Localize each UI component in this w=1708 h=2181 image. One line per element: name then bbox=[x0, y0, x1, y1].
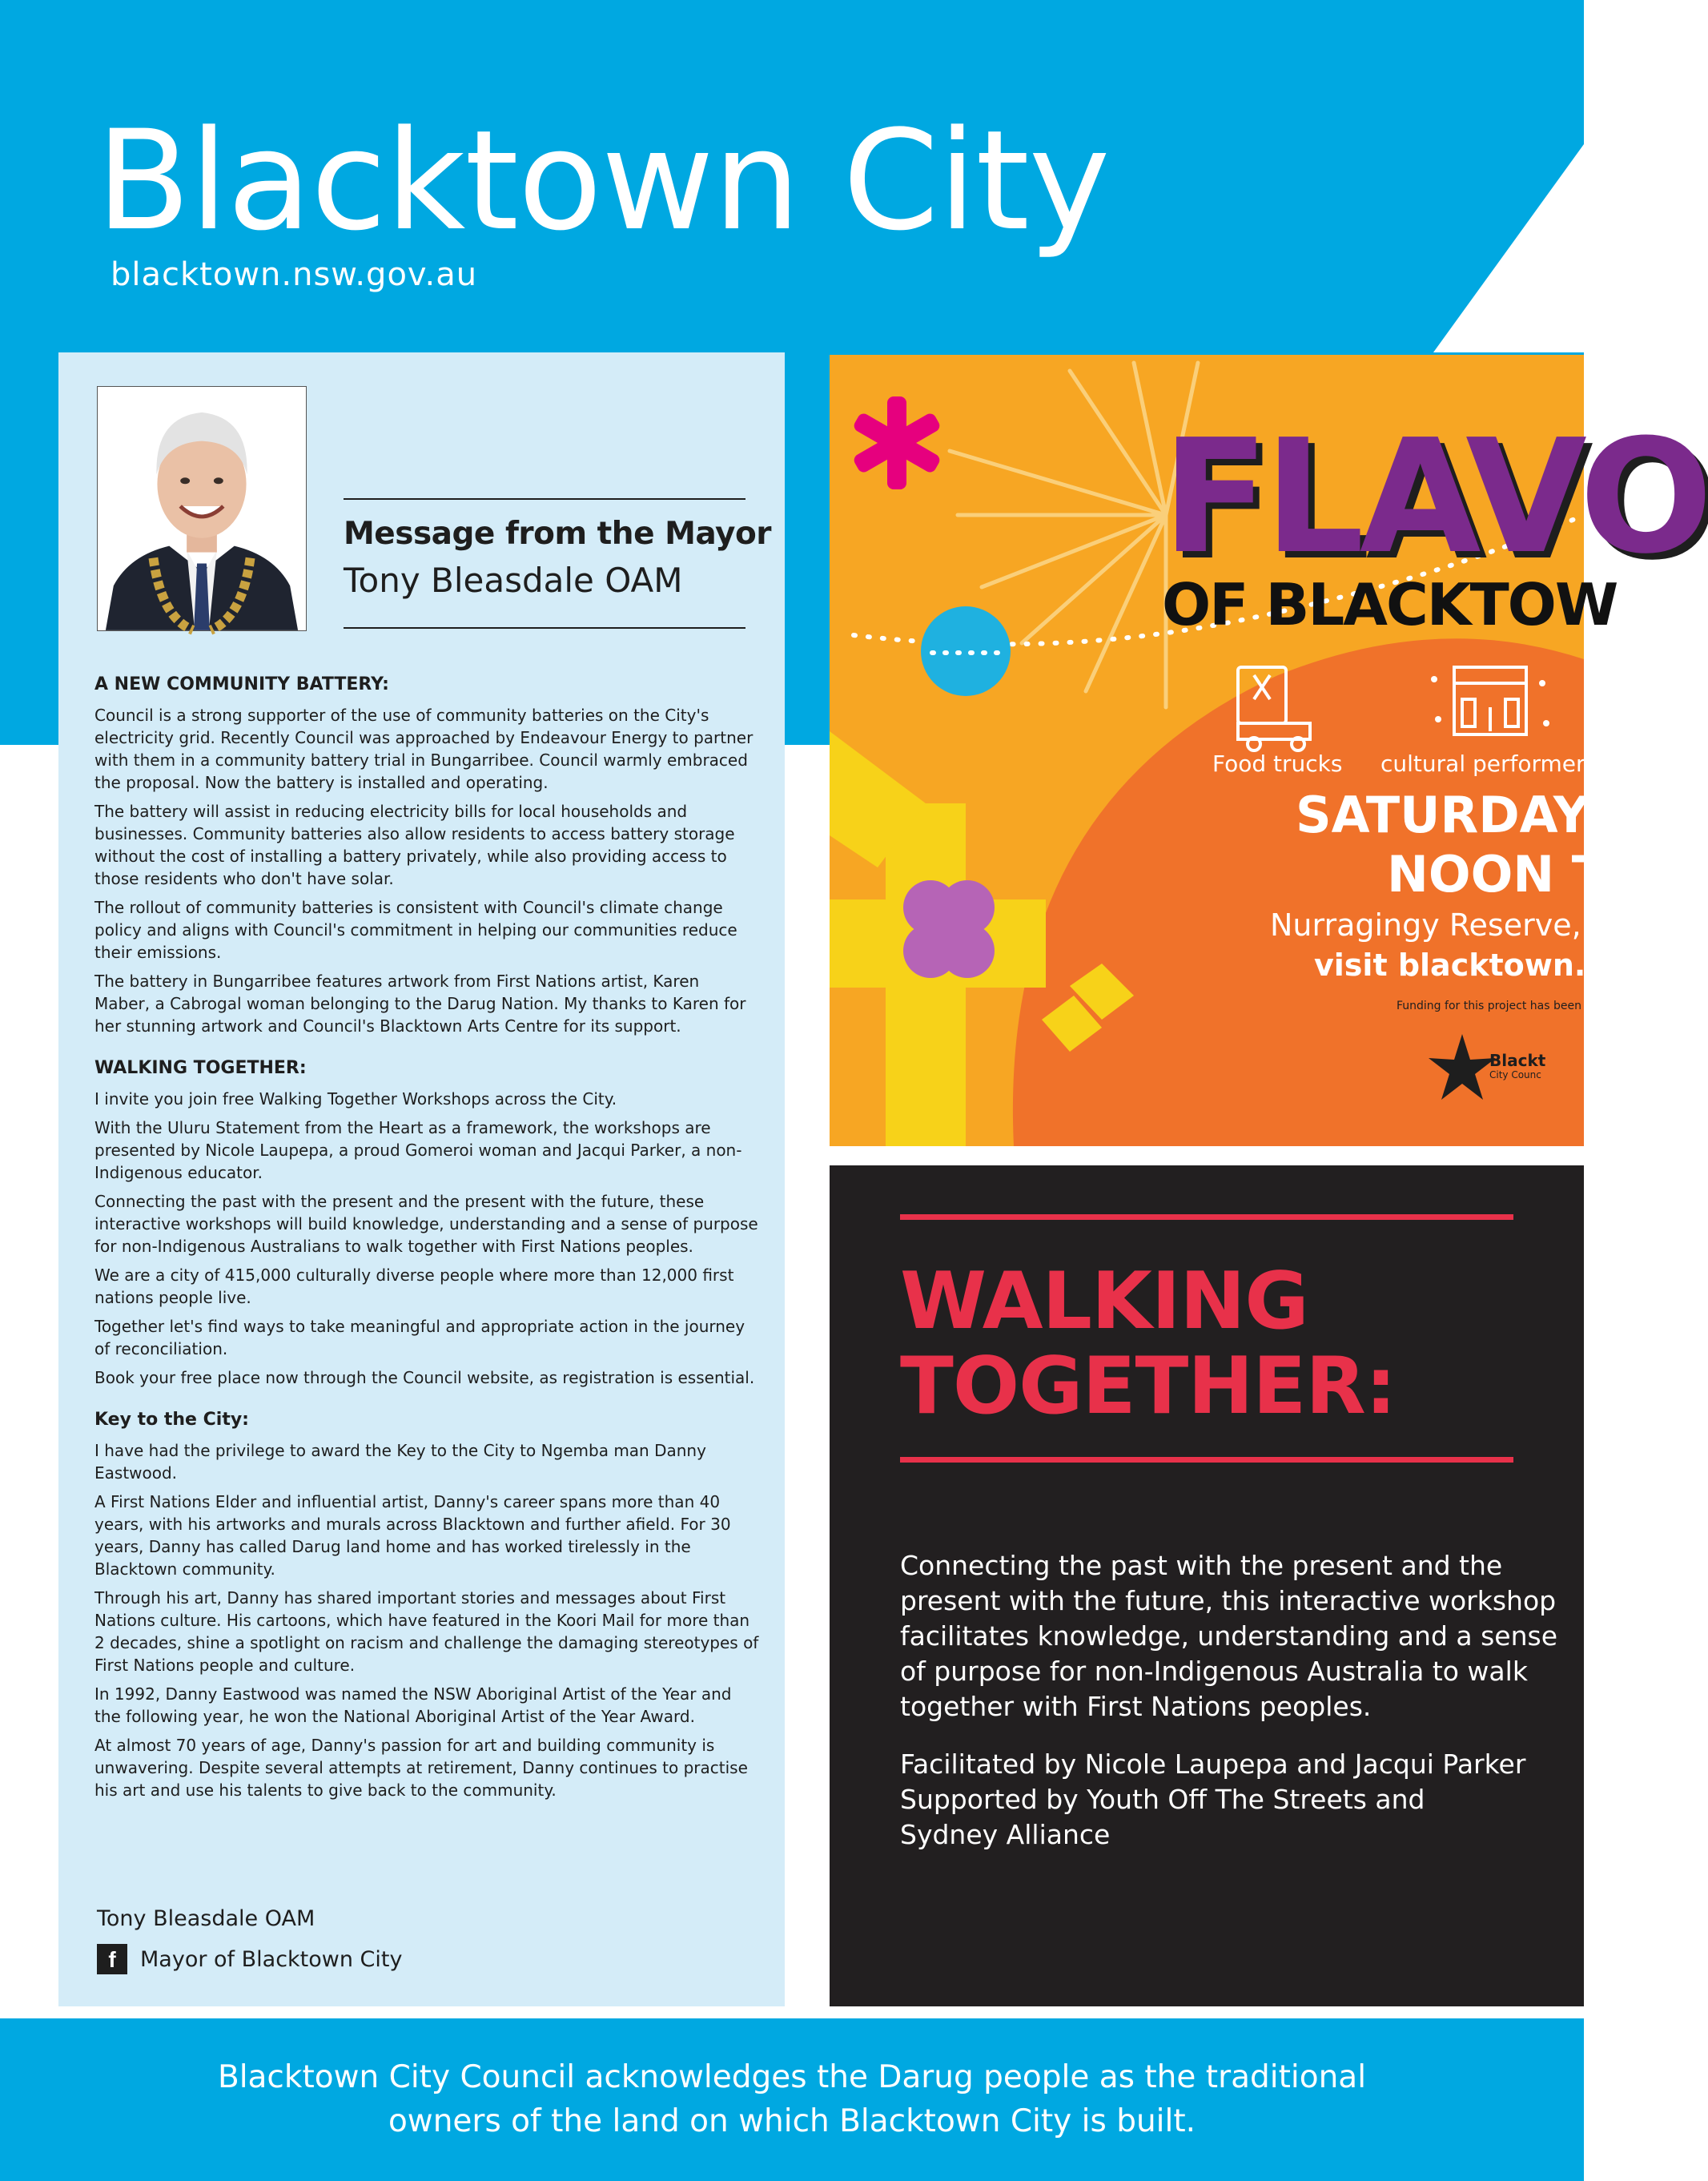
text-line: of purpose for non-Indigenous Australia to walk bbox=[900, 1656, 1528, 1687]
paragraph: Through his art, Danny has shared important stories and messages about First Nations culture. His cartoons, which have featured in the Koori Mail for more than 2 decades, shine a spotlight on racism and challenge the damaging stereotypes of First Nations people and culture. bbox=[94, 1588, 759, 1675]
acknowledgement-text bbox=[0, 2055, 1584, 2143]
page-title: Blacktown City bbox=[96, 100, 1110, 261]
text-line: Facilitated by Nicole Laupepa and Jacqui Parker bbox=[900, 1748, 1526, 1780]
paragraph: Book your free place now through the Council website, as registration is essential. bbox=[94, 1368, 755, 1387]
walking-top-rule bbox=[900, 1214, 1513, 1220]
mayor-message-heading: Message from the Mayor bbox=[344, 516, 771, 552]
walking-together-body bbox=[900, 1548, 1565, 1875]
section-community-battery bbox=[94, 674, 759, 1037]
poster-website: visit blacktown.ns bbox=[1314, 948, 1626, 983]
mayor-message-body bbox=[94, 674, 759, 1822]
council-logo-name: Blackt bbox=[1489, 1051, 1546, 1070]
paragraph: Connecting the past with the present and the present with the future, these interactive workshops will build knowledge, understanding and a sense of purpose for non-Indigenous Australians to walk together with First Nations peoples. bbox=[94, 1192, 758, 1256]
paragraph: The rollout of community batteries is consistent with Council's climate change policy and aligns with Council's commitment in helping our communities reduce their emissions. bbox=[94, 898, 737, 962]
section-title: Key to the City: bbox=[94, 1410, 249, 1430]
paragraph: Council is a strong supporter of the use of community batteries on the City's electricity grid. Recently Council was approached by Endeavour Energy to partner with them in a community battery trial in Bungarribee. Council warmly embraced the proposal. Now the battery is installed and operating. bbox=[94, 706, 754, 792]
paragraph: Together let's find ways to take meaningful and appropriate action in the journey of reconciliation. bbox=[94, 1317, 745, 1358]
paragraph: A First Nations Elder and influential artist, Danny's career spans more than 40 years, with his artworks and murals across Blacktown and further afield. For 30 years, Danny has called Darug land home and has worked tirelessly in the Blacktown community. bbox=[94, 1492, 731, 1579]
walking-credits bbox=[900, 1747, 1565, 1853]
poster-item-performers: cultural performers bbox=[1380, 750, 1597, 777]
mayor-portrait bbox=[97, 386, 307, 631]
walking-description bbox=[900, 1548, 1565, 1724]
poster-subheadline: OF BLACKTOW bbox=[1162, 571, 1618, 638]
walking-bottom-rule bbox=[900, 1457, 1513, 1463]
paragraph: I have had the privilege to award the Key to the City to Ngemba man Danny Eastwood. bbox=[94, 1441, 706, 1483]
heading-top-rule bbox=[344, 498, 745, 500]
website-url[interactable]: blacktown.nsw.gov.au bbox=[111, 256, 478, 293]
section-title: WALKING TOGETHER: bbox=[94, 1058, 307, 1078]
paragraph: At almost 70 years of age, Danny's passion for art and building community is unwavering. Despite several attempts at retirement, Danny continues to practise his art and use his talents to give back to the community. bbox=[94, 1736, 748, 1800]
paragraph: In 1992, Danny Eastwood was named the NSW Aboriginal Artist of the Year and the following year, he won the National Aboriginal Artist of the Year Award. bbox=[94, 1684, 732, 1726]
mayor-message-panel bbox=[58, 352, 785, 2006]
facebook-link[interactable] bbox=[97, 1944, 402, 1974]
text-line: Connecting the past with the present and the bbox=[900, 1550, 1503, 1581]
walking-title-line-2: TOGETHER: bbox=[900, 1341, 1397, 1432]
text-line: Supported by Youth Off The Streets and bbox=[900, 1784, 1425, 1815]
paragraph: The battery in Bungarribee features artwork from First Nations artist, Karen Maber, a Cabrogal woman belonging to the Darug Nation. My thanks to Karen for her stunning artwork and Council's Blacktown Arts Centre for its support. bbox=[94, 972, 746, 1036]
poster-item-food-trucks: Food trucks bbox=[1212, 750, 1343, 777]
text-line: together with First Nations peoples. bbox=[900, 1691, 1372, 1722]
paragraph: We are a city of 415,000 culturally diverse people where more than 12,000 first nations people live. bbox=[94, 1266, 734, 1307]
header-corner-shape bbox=[1433, 144, 1584, 352]
paragraph: With the Uluru Statement from the Heart as a framework, the workshops are presented by Nicole Laupepa, a proud Gomeroi woman and Jacqui Parker, a non-Indigenous educator. bbox=[94, 1118, 742, 1182]
council-logo-sub: City Counc bbox=[1489, 1069, 1541, 1080]
paragraph: The battery will assist in reducing electricity bills for local households and businesses. Community batteries also allow residents to access battery storage without the cost of installing a battery privately, while also providing access to those residents who don't have solar. bbox=[94, 802, 735, 888]
heading-bottom-rule bbox=[344, 627, 745, 629]
text-line: Sydney Alliance bbox=[900, 1819, 1111, 1850]
walking-together-panel bbox=[830, 1165, 1584, 2006]
poster-funding-note: Funding for this project has been bbox=[1397, 1000, 1581, 1012]
walking-together-title bbox=[900, 1256, 1397, 1432]
section-walking-together bbox=[94, 1058, 759, 1389]
poster-time: NOON T bbox=[1387, 845, 1606, 903]
paragraph: I invite you join free Walking Together Workshops across the City. bbox=[94, 1089, 617, 1109]
section-title: A NEW COMMUNITY BATTERY: bbox=[94, 674, 389, 694]
footer-line: owners of the land on which Blacktown City is built. bbox=[388, 2103, 1196, 2139]
section-key-to-the-city bbox=[94, 1410, 759, 1801]
signature-name: Tony Bleasdale OAM bbox=[97, 1906, 315, 1931]
council-logo bbox=[1489, 1053, 1545, 1082]
mayor-name: Tony Bleasdale OAM bbox=[344, 561, 683, 600]
text-line: facilitates knowledge, understanding and a sense bbox=[900, 1620, 1558, 1652]
poster-day: SATURDAY bbox=[1296, 786, 1589, 844]
walking-title-line-1: WALKING bbox=[900, 1256, 1308, 1347]
footer-line: Blacktown City Council acknowledges the Darug people as the traditional bbox=[217, 2059, 1367, 2095]
facebook-icon[interactable]: f bbox=[97, 1944, 127, 1974]
acknowledgement-footer bbox=[0, 2018, 1584, 2181]
poster-venue: Nurragingy Reserve, bbox=[1270, 907, 1581, 943]
text-line: present with the future, this interactive workshop bbox=[900, 1585, 1557, 1616]
poster-headline: FLAVO bbox=[1162, 406, 1708, 589]
facebook-label[interactable]: Mayor of Blacktown City bbox=[140, 1946, 403, 1972]
flavours-event-poster bbox=[830, 355, 1708, 1146]
